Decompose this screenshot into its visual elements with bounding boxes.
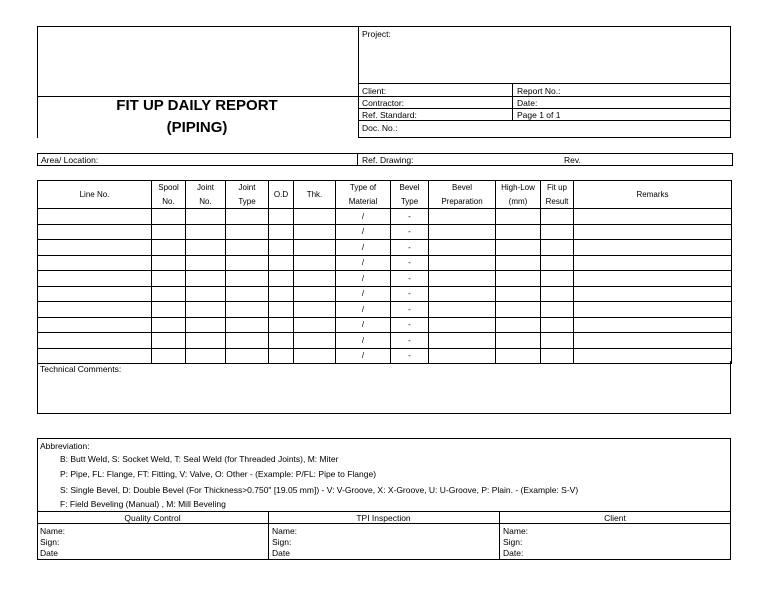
area-location-label: Area/ Location: [41,155,99,165]
table-cell[interactable] [496,271,541,287]
table-cell[interactable] [186,333,226,349]
table-cell[interactable]: / [336,255,391,271]
table-cell[interactable] [294,286,336,302]
table-cell[interactable] [294,271,336,287]
table-cell[interactable] [38,271,152,287]
column-header-line: Bevel [451,183,472,192]
column-header-line: Result [545,197,569,206]
column-header [294,181,336,209]
table-row [38,333,732,349]
tpi-name-label: Name: [272,526,298,536]
column-header-line: No. [199,197,212,206]
column-header-line: Bevel [399,183,420,192]
table-cell[interactable] [269,286,294,302]
abbreviation-line: P: Pipe, FL: Flange, FT: Fitting, V: Valve, O: Other - (Example: P/FL: Pipe to Flange) [60,469,377,479]
column-header-line: Thk. [306,190,323,199]
table-cell[interactable]: / [336,240,391,256]
table-cell[interactable] [269,302,294,318]
column-header-line: High-Low [501,183,535,192]
column-header [429,181,496,209]
table-cell[interactable] [496,224,541,240]
client-label: Client: [362,86,387,96]
table-cell[interactable] [226,209,269,225]
table-row [38,255,732,271]
tpi-sign-label: Sign: [272,537,292,547]
table-cell[interactable] [496,286,541,302]
table-cell[interactable] [38,255,152,271]
table-cell[interactable] [152,209,186,225]
table-cell[interactable] [429,255,496,271]
table-cell[interactable] [541,286,574,302]
table-cell[interactable] [429,209,496,225]
technical-comments-label: Technical Comments: [40,364,122,374]
table-cell[interactable] [541,271,574,287]
report-no-label: Report No.: [517,86,561,96]
column-header-line: Preparation [441,197,483,206]
table-cell[interactable] [152,224,186,240]
table-cell[interactable] [294,224,336,240]
table-row [38,302,732,318]
table-cell[interactable] [269,209,294,225]
table-cell[interactable] [38,240,152,256]
table-cell[interactable] [38,209,152,225]
column-header-line: Spool [158,183,179,192]
report-title-line2: (PIPING) [166,119,228,136]
table-cell[interactable] [152,255,186,271]
column-header-line: Type of [349,183,377,192]
column-header-line: Material [348,197,378,206]
table-cell[interactable] [574,271,732,287]
table-cell[interactable]: / [336,209,391,225]
table-cell[interactable] [186,255,226,271]
table-cell[interactable] [226,302,269,318]
table-cell[interactable] [496,255,541,271]
table-cell[interactable]: / [336,271,391,287]
table-cell[interactable] [269,271,294,287]
table-cell[interactable] [269,255,294,271]
table-cell[interactable] [429,302,496,318]
table-cell[interactable] [574,286,732,302]
table-cell[interactable] [496,317,541,333]
table-cell[interactable] [226,255,269,271]
column-header [152,181,186,209]
table-cell[interactable]: / [336,317,391,333]
table-cell[interactable] [186,286,226,302]
table-cell[interactable]: / [336,224,391,240]
table-cell[interactable] [496,302,541,318]
tpi-inspection-title: TPI Inspection [356,513,411,523]
quality-control-title: Quality Control [124,513,181,523]
table-cell[interactable] [541,255,574,271]
column-header [226,181,269,209]
column-header [496,181,541,209]
technical-comments-box [37,361,731,414]
table-cell[interactable] [574,224,732,240]
table-cell[interactable]: / [336,286,391,302]
table-cell[interactable] [186,317,226,333]
column-header-line: Remarks [636,190,669,199]
table-cell[interactable] [541,333,574,349]
table-cell[interactable] [152,240,186,256]
column-header-line: Type [400,197,419,206]
table-cell[interactable] [574,209,732,225]
table-cell[interactable] [269,240,294,256]
table-cell[interactable] [574,255,732,271]
table-cell[interactable] [429,333,496,349]
client-name-label: Name: [503,526,529,536]
report-title-line1: FIT UP DAILY REPORT [116,97,278,114]
table-cell[interactable] [541,209,574,225]
table-cell[interactable]: - [391,255,429,271]
qc-name-label: Name: [40,526,66,536]
table-cell[interactable] [226,224,269,240]
qc-sign-label: Sign: [40,537,60,547]
table-cell[interactable] [269,333,294,349]
table-cell[interactable]: - [391,302,429,318]
column-header-line: Line No. [79,190,110,199]
table-cell[interactable]: - [391,317,429,333]
client-sign-label: Sign: [503,537,523,547]
table-cell[interactable] [152,286,186,302]
table-cell[interactable] [541,240,574,256]
contractor-label: Contractor: [362,98,405,108]
table-cell[interactable] [574,333,732,349]
column-header-line: Joint [197,183,214,192]
table-cell[interactable] [152,302,186,318]
table-cell[interactable] [294,255,336,271]
table-row [38,240,732,256]
ref-drawing-label: Ref. Drawing: [362,155,414,165]
table-cell[interactable] [429,317,496,333]
table-cell[interactable] [186,224,226,240]
table-row [38,209,732,225]
table-cell[interactable] [294,209,336,225]
table-cell[interactable] [574,302,732,318]
table-cell[interactable] [429,240,496,256]
table-row [38,286,732,302]
doc-no-row [358,121,731,138]
table-cell[interactable]: / [336,333,391,349]
contractor-row [358,97,731,109]
table-cell[interactable] [226,286,269,302]
table-cell[interactable] [186,271,226,287]
table-row [38,317,732,333]
table-cell[interactable] [541,224,574,240]
abbreviation-line: B: Butt Weld, S: Socket Weld, T: Seal Weld (for Threaded Joints), M: Miter [60,454,339,464]
table-cell[interactable] [38,333,152,349]
table-cell[interactable]: - [391,209,429,225]
column-header [269,181,294,209]
column-header-line: (mm) [508,197,528,206]
column-header-line: Fit up [546,183,567,192]
table-cell[interactable]: - [391,271,429,287]
client-title: Client [604,513,626,523]
column-header [391,181,429,209]
table-cell[interactable]: - [391,333,429,349]
column-header-line: Type [238,197,256,206]
column-header-line: O.D [273,190,289,199]
table-cell[interactable] [294,302,336,318]
table-cell[interactable]: - [391,286,429,302]
table-cell[interactable] [226,333,269,349]
project-cell [358,26,731,84]
table-cell[interactable] [38,224,152,240]
abbreviation-label: Abbreviation: [40,441,90,451]
table-cell[interactable] [429,286,496,302]
table-cell[interactable] [38,302,152,318]
tpi-date-label: Date [272,548,290,558]
table-cell[interactable] [429,224,496,240]
column-header [574,181,732,209]
rev-label: Rev. [564,155,581,165]
table-cell[interactable] [496,240,541,256]
table-cell[interactable]: / [336,348,391,364]
table-cell[interactable] [226,240,269,256]
table-cell[interactable] [186,240,226,256]
table-header-row [38,181,732,209]
table-row [38,224,732,240]
table-cell[interactable] [38,317,152,333]
table-cell[interactable] [574,240,732,256]
table-cell[interactable]: / [336,302,391,318]
table-cell[interactable] [294,240,336,256]
table-cell[interactable] [152,271,186,287]
table-cell[interactable] [496,209,541,225]
column-header-line: Joint [238,183,256,192]
table-cell[interactable]: - [391,240,429,256]
client-date-label: Date: [503,548,524,558]
table-cell[interactable] [152,333,186,349]
column-header [336,181,391,209]
abbreviation-line: F: Field Beveling (Manual) , M: Mill Beveling [60,499,226,509]
table-cell[interactable] [186,302,226,318]
column-header-line: No. [162,197,175,206]
table-cell[interactable] [226,271,269,287]
table-cell[interactable] [38,286,152,302]
project-label: Project: [362,29,391,39]
ref-standard-label: Ref. Standard: [362,110,417,120]
column-header [541,181,574,209]
table-cell[interactable] [541,302,574,318]
fitup-table [37,180,732,364]
date-label: Date: [517,98,538,108]
column-header [186,181,226,209]
table-row [38,271,732,287]
table-cell[interactable] [496,333,541,349]
table-cell[interactable]: - [391,348,429,364]
page-label: Page 1 of 1 [517,110,561,120]
table-cell[interactable] [574,317,732,333]
table-cell[interactable] [226,317,269,333]
column-header [38,181,152,209]
table-cell[interactable] [541,317,574,333]
table-cell[interactable] [269,317,294,333]
table-cell[interactable] [429,271,496,287]
table-cell[interactable] [294,317,336,333]
qc-date-label: Date [40,548,58,558]
table-cell[interactable] [294,333,336,349]
abbreviation-line: S: Single Bevel, D: Double Bevel (For Thickness>0.750" [19.05 mm]) - V: V-Groove, X: X-Groove, U: U-Groove, P: Plain. - (Example: S-V) [60,485,579,495]
table-cell[interactable]: - [391,224,429,240]
table-cell[interactable] [186,209,226,225]
doc-no-label: Doc. No.: [362,123,398,133]
table-cell[interactable] [269,224,294,240]
table-cell[interactable] [152,317,186,333]
